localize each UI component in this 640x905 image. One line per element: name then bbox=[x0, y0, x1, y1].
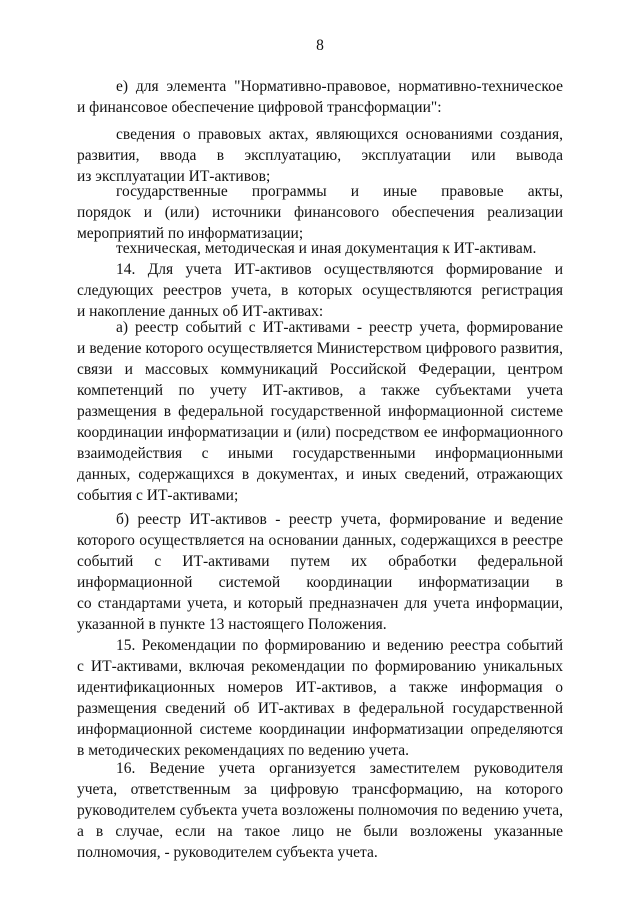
text-line: указанной в пункте 13 настоящего Положения. bbox=[77, 616, 387, 633]
text-line: е) для элемента "Нормативно-правовое, нормативно-техническое bbox=[116, 78, 563, 95]
text-line: сведения о правовых актах, являющихся основаниями создания, bbox=[116, 126, 563, 143]
text-line: техническая, методическая и иная документация к ИТ-активам. bbox=[116, 240, 537, 257]
text-line: которого осуществляется на основании данных, содержащихся в реестре bbox=[77, 532, 563, 549]
text-line: 14. Для учета ИТ-активов осуществляются формирование и bbox=[116, 261, 563, 278]
text-line: связи и массовых коммуникаций Российской Федерации, центром bbox=[77, 361, 563, 378]
text-line: информационной системе координации информатизации определяются bbox=[77, 721, 563, 738]
text-line: учета, ответственным за цифровую трансформацию, на которого bbox=[77, 781, 563, 798]
text-line: и ведение которого осуществляется Министерством цифрового развития, bbox=[77, 340, 563, 357]
text-line: руководителем субъекта учета возложены полномочия по ведению учета, bbox=[77, 802, 563, 819]
text-line: 15. Рекомендации по формированию и ведению реестра событий bbox=[116, 637, 563, 654]
text-line: развития, ввода в эксплуатацию, эксплуатации или вывода bbox=[77, 147, 563, 164]
text-line: государственные программы и иные правовые акты, bbox=[116, 183, 563, 200]
text-line: координации информатизации и (или) посредством ее информационного bbox=[77, 424, 563, 441]
text-line: идентификационных номеров ИТ-активов, а также информация о bbox=[77, 679, 563, 696]
text-line: размещения сведений об ИТ-активах в федеральной государственной bbox=[77, 700, 563, 717]
text-line: событий с ИТ-активами путем их обработки федеральной bbox=[77, 553, 563, 570]
text-line: размещения в федеральной государственной информационной системе bbox=[77, 403, 563, 420]
text-line: 16. Ведение учета организуется заместителем руководителя bbox=[116, 760, 563, 777]
text-line: порядок и (или) источники финансового обеспечения реализации bbox=[77, 204, 563, 221]
text-line: с ИТ-активами, включая рекомендации по формированию уникальных bbox=[77, 658, 563, 675]
text-line: взаимодействия с иными государственными информационными bbox=[77, 445, 563, 462]
text-line: данных, содержащихся в документах, и иных сведений, отражающих bbox=[77, 466, 563, 483]
text-line: а) реестр событий с ИТ-активами - реестр учета, формирование bbox=[116, 319, 563, 336]
text-line: и накопление данных об ИТ-активах: bbox=[77, 303, 324, 320]
text-line: полномочия, - руководителем субъекта учета. bbox=[77, 844, 378, 861]
text-line: события с ИТ-активами; bbox=[77, 487, 239, 504]
text-line: а в случае, если на такое лицо не были возложены указанные bbox=[77, 823, 563, 840]
text-line: б) реестр ИТ-активов - реестр учета, формирование и ведение bbox=[116, 511, 563, 528]
text-line: из эксплуатации ИТ-активов; bbox=[77, 168, 271, 185]
text-line: в методических рекомендациях по ведению учета. bbox=[77, 742, 410, 759]
text-line: и финансовое обеспечение цифровой трансформации": bbox=[77, 99, 442, 116]
text-line: мероприятий по информатизации; bbox=[77, 225, 304, 242]
text-line: информационной системой координации информатизации в bbox=[77, 574, 563, 591]
page-number: 8 bbox=[316, 37, 324, 54]
text-line: со стандартами учета, и который предназначен для учета информации, bbox=[77, 595, 563, 612]
text-line: следующих реестров учета, в которых осуществляются регистрация bbox=[77, 282, 563, 299]
text-line: компетенций по учету ИТ-активов, а также субъектами учета bbox=[77, 382, 563, 399]
